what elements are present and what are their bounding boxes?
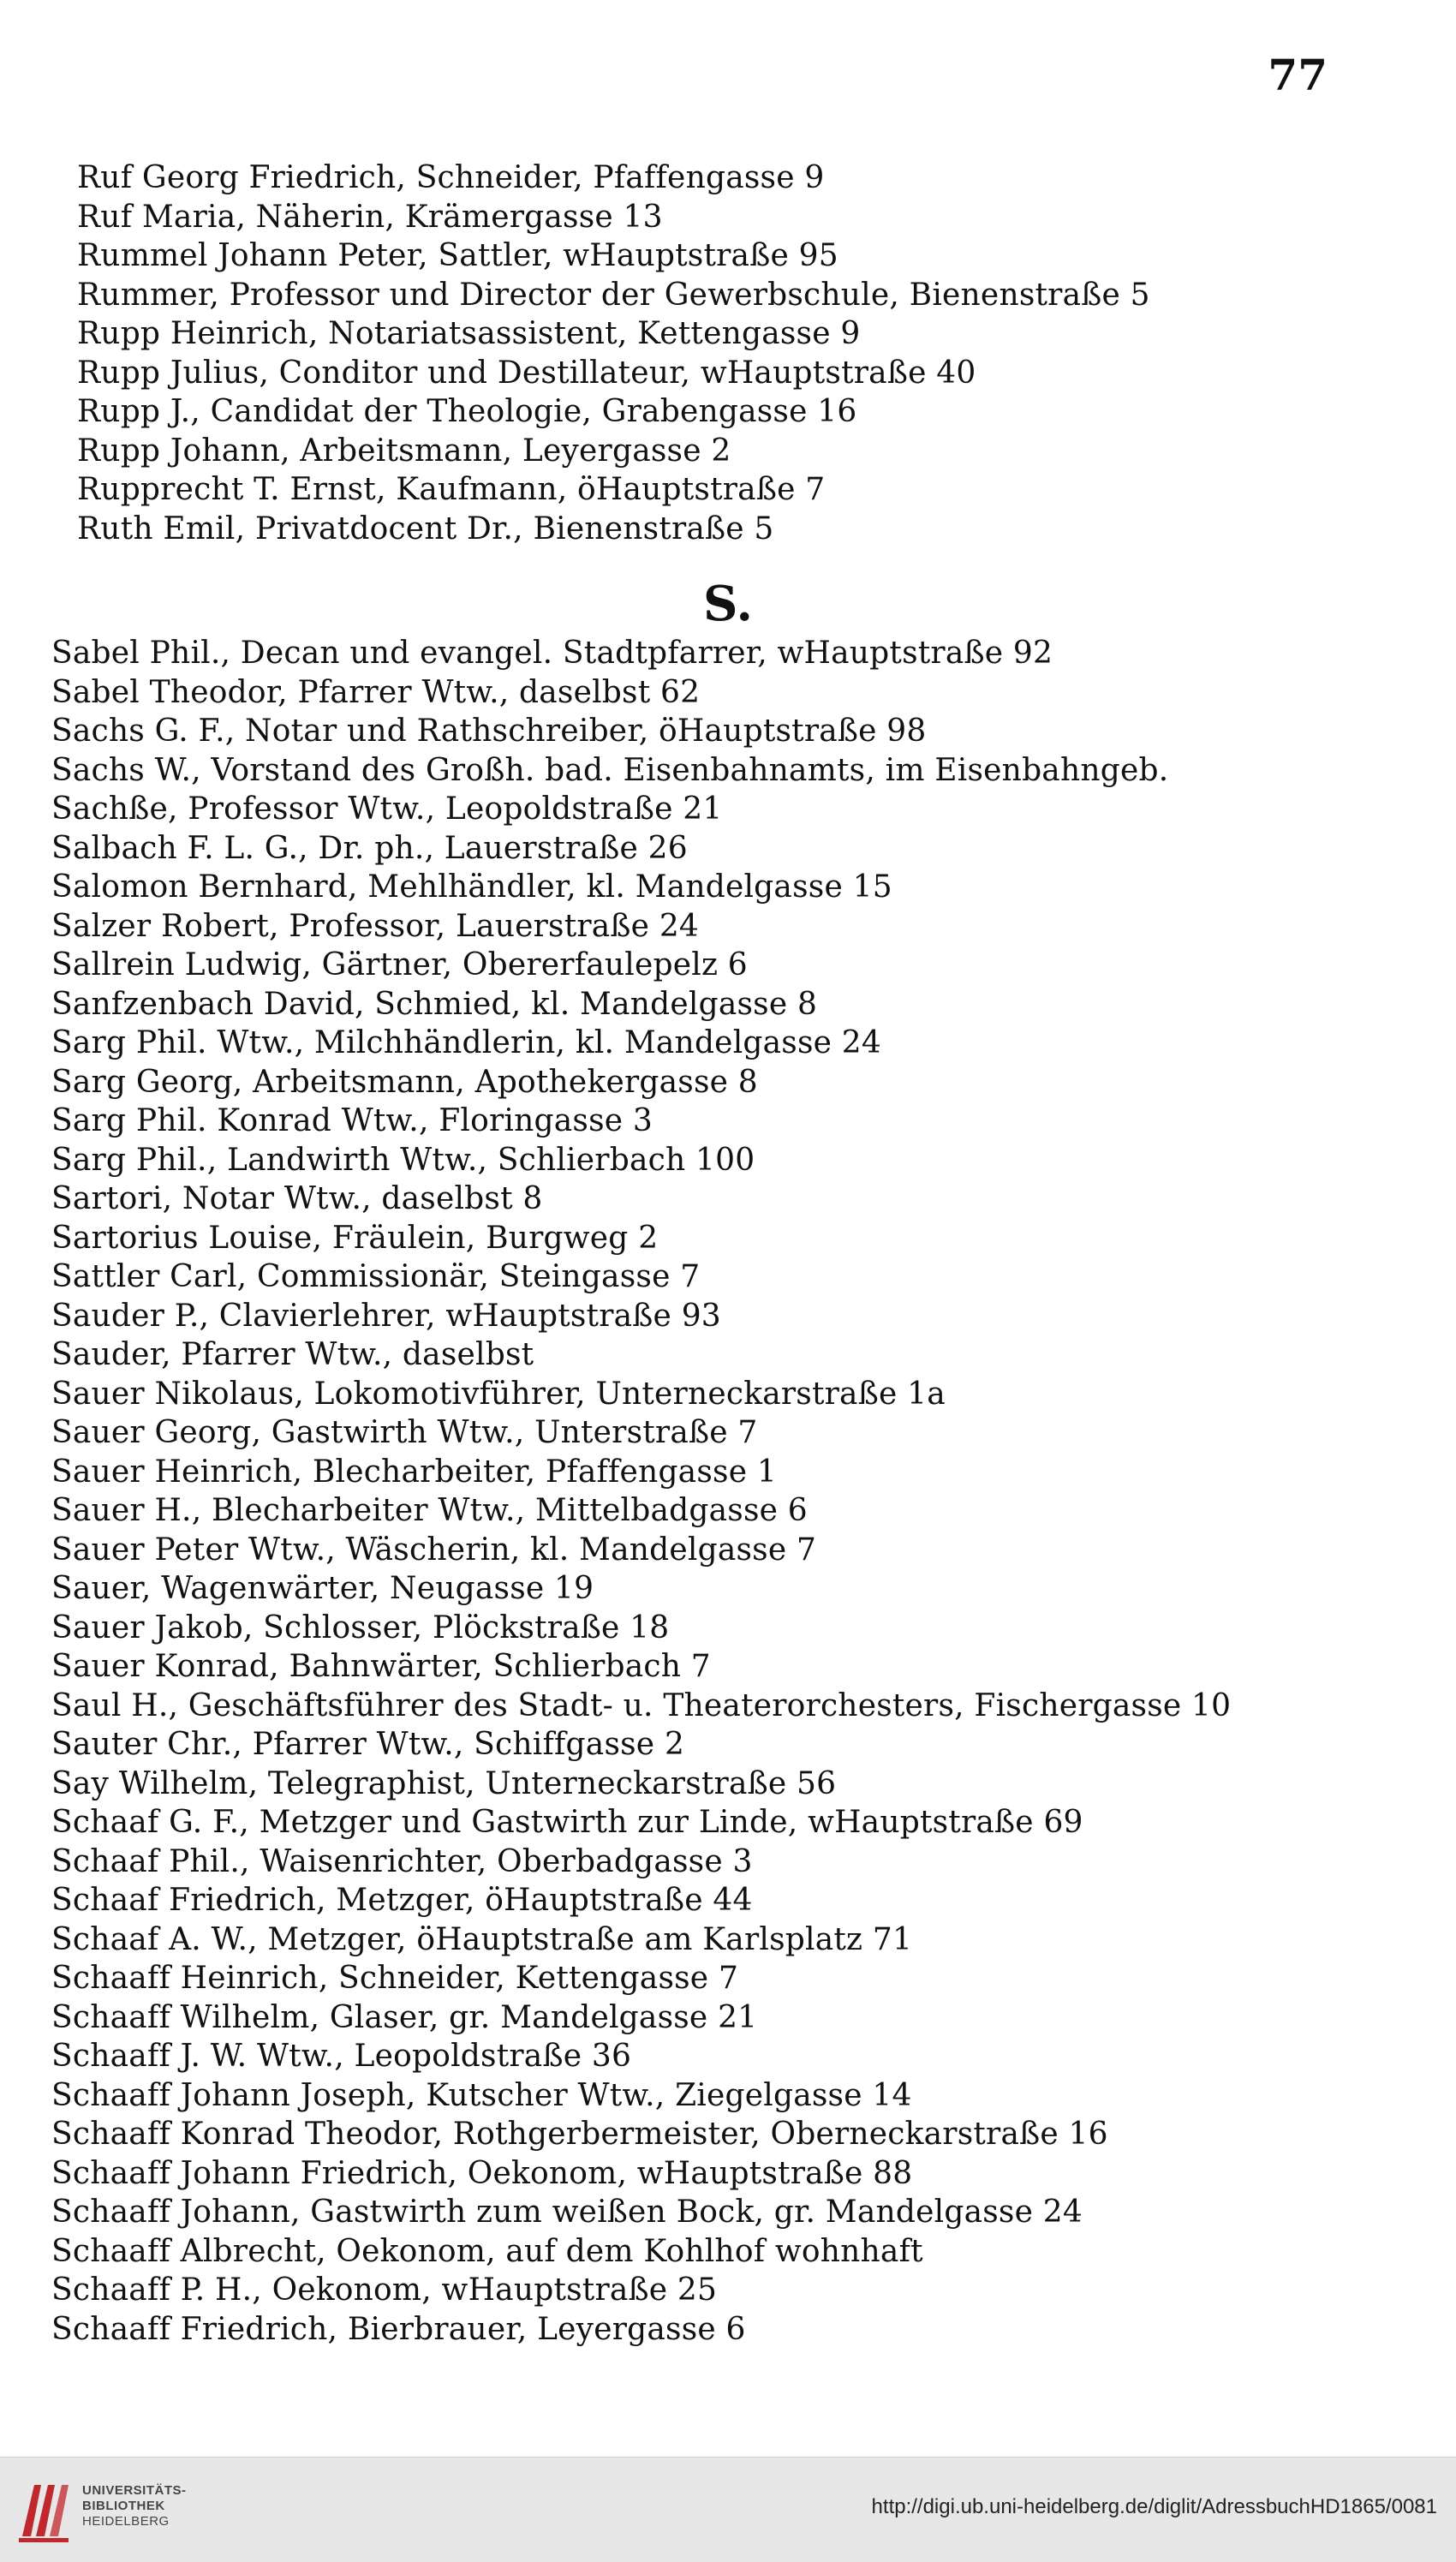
directory-entry: Schaaff Friedrich, Bierbrauer, Leyergasse 6 [51,2311,746,2347]
directory-entry: Rummel Johann Peter, Sattler, wHauptstraße 95 [77,238,838,273]
directory-entry: Schaaf G. F., Metzger und Gastwirth zur Linde, wHauptstraße 69 [51,1805,1083,1840]
directory-entry: Schaaff Johann, Gastwirth zum weißen Bock, gr. Mandelgasse 24 [51,2195,1083,2230]
directory-entry: Ruf Maria, Näherin, Krämergasse 13 [77,199,663,235]
directory-entry: Rupp Julius, Conditor und Destillateur, wHauptstraße 40 [77,355,976,391]
directory-entry: Ruth Emil, Privatdocent Dr., Bienenstraße 5 [77,511,774,546]
directory-entry: Sauer Heinrich, Blecharbeiter, Pfaffengasse 1 [51,1454,777,1490]
permalink-url[interactable]: http://digi.ub.uni-heidelberg.de/diglit/AdressbuchHD1865/0081 [871,2495,1437,2518]
directory-entry: Sarg Phil. Konrad Wtw., Floringasse 3 [51,1103,653,1138]
logo-line-1: UNIVERSITÄTS- [82,2483,187,2498]
directory-entry: Schaaff Johann Joseph, Kutscher Wtw., Ziegelgasse 14 [51,2077,912,2113]
entry-list-s [51,634,1422,2349]
directory-entry: Schaaff J. W. Wtw., Leopoldstraße 36 [51,2039,632,2074]
directory-entry: Sabel Theodor, Pfarrer Wtw., daselbst 62 [51,674,701,710]
logo-line-2: BIBLIOTHEK [82,2499,165,2513]
page-number: 77 [1268,50,1328,100]
directory-entry: Sartorius Louise, Fräulein, Burgweg 2 [51,1220,659,1256]
footer-bar [0,2457,1456,2562]
directory-entry: Sattler Carl, Commissionär, Steingasse 7 [51,1259,701,1294]
directory-entry: Schaaff Albrecht, Oekonom, auf dem Kohlhof wohnhaft [51,2233,923,2269]
directory-entry: Say Wilhelm, Telegraphist, Unterneckarstraße 56 [51,1765,837,1801]
section-letter-heading: S. [703,576,753,632]
logo-text [82,2483,187,2529]
directory-entry: Sauer Jakob, Schlosser, Plöckstraße 18 [51,1609,670,1645]
entry-list-r [77,158,1413,548]
directory-entry: Sachße, Professor Wtw., Leopoldstraße 21 [51,791,723,827]
directory-entry: Sauer Konrad, Bahnwärter, Schlierbach 7 [51,1649,711,1684]
directory-entry: Sauer H., Blecharbeiter Wtw., Mittelbadgasse 6 [51,1493,808,1528]
directory-entry: Schaaf Friedrich, Metzger, öHauptstraße 44 [51,1883,753,1918]
directory-entry: Schaaf Phil., Waisenrichter, Oberbadgasse 3 [51,1843,753,1879]
university-library-logo[interactable] [15,2471,204,2548]
directory-entry: Sartori, Notar Wtw., daselbst 8 [51,1181,543,1216]
directory-entry: Salomon Bernhard, Mehlhändler, kl. Mandelgasse 15 [51,869,892,905]
directory-entry: Schaaff P. H., Oekonom, wHauptstraße 25 [51,2272,718,2308]
logo-line-3: HEIDELBERG [82,2514,170,2529]
directory-entry: Sauer, Wagenwärter, Neugasse 19 [51,1571,594,1606]
directory-entry: Salbach F. L. G., Dr. ph., Lauerstraße 26 [51,830,688,866]
directory-entry: Sarg Phil. Wtw., Milchhändlerin, kl. Mandelgasse 24 [51,1025,882,1060]
directory-entry: Ruf Georg Friedrich, Schneider, Pfaffengasse 9 [77,160,825,195]
directory-entry: Saul H., Geschäftsführer des Stadt- u. Theaterorchesters, Fischergasse 10 [51,1687,1232,1723]
directory-entry: Rummer, Professor und Director der Gewerbschule, Bienenstraße 5 [77,277,1150,313]
directory-entry: Rupp Heinrich, Notariatsassistent, Kettengasse 9 [77,316,861,351]
directory-entry: Salzer Robert, Professor, Lauerstraße 24 [51,908,700,944]
directory-entry: Rupprecht T. Ernst, Kaufmann, öHauptstraße 7 [77,472,826,507]
directory-entry: Sauer Peter Wtw., Wäscherin, kl. Mandelgasse 7 [51,1532,817,1568]
directory-entry: Sallrein Ludwig, Gärtner, Obererfaulepelz 6 [51,947,748,982]
directory-entry: Schaaff Heinrich, Schneider, Kettengasse 7 [51,1961,739,1996]
directory-entry: Sachs G. F., Notar und Rathschreiber, öHauptstraße 98 [51,714,927,749]
directory-entry: Sauer Nikolaus, Lokomotivführer, Unterneckarstraße 1a [51,1376,946,1412]
directory-entry: Sauder P., Clavierlehrer, wHauptstraße 93 [51,1298,721,1334]
library-seal-icon [15,2476,72,2545]
directory-entry: Schaaff Wilhelm, Glaser, gr. Mandelgasse 21 [51,1999,758,2035]
directory-entry: Schaaff Konrad Theodor, Rothgerbermeister, Oberneckarstraße 16 [51,2117,1108,2152]
directory-entry: Sachs W., Vorstand des Großh. bad. Eisenbahnamts, im Eisenbahngeb. [51,752,1169,788]
directory-entry: Schaaff Johann Friedrich, Oekonom, wHauptstraße 88 [51,2155,913,2191]
directory-entry: Sarg Georg, Arbeitsmann, Apothekergasse 8 [51,1064,758,1100]
directory-entry: Sauder, Pfarrer Wtw., daselbst [51,1337,534,1372]
directory-entry: Sarg Phil., Landwirth Wtw., Schlierbach 100 [51,1142,755,1178]
directory-entry: Sabel Phil., Decan und evangel. Stadtpfarrer, wHauptstraße 92 [51,636,1053,671]
directory-entry: Sanfzenbach David, Schmied, kl. Mandelgasse 8 [51,986,818,1022]
directory-entry: Rupp Johann, Arbeitsmann, Leyergasse 2 [77,433,731,469]
directory-entry: Rupp J., Candidat der Theologie, Grabengasse 16 [77,394,857,429]
directory-entry: Sauter Chr., Pfarrer Wtw., Schiffgasse 2 [51,1727,685,1762]
directory-entry: Sauer Georg, Gastwirth Wtw., Unterstraße 7 [51,1415,758,1450]
directory-entry: Schaaf A. W., Metzger, öHauptstraße am Karlsplatz 71 [51,1921,913,1957]
